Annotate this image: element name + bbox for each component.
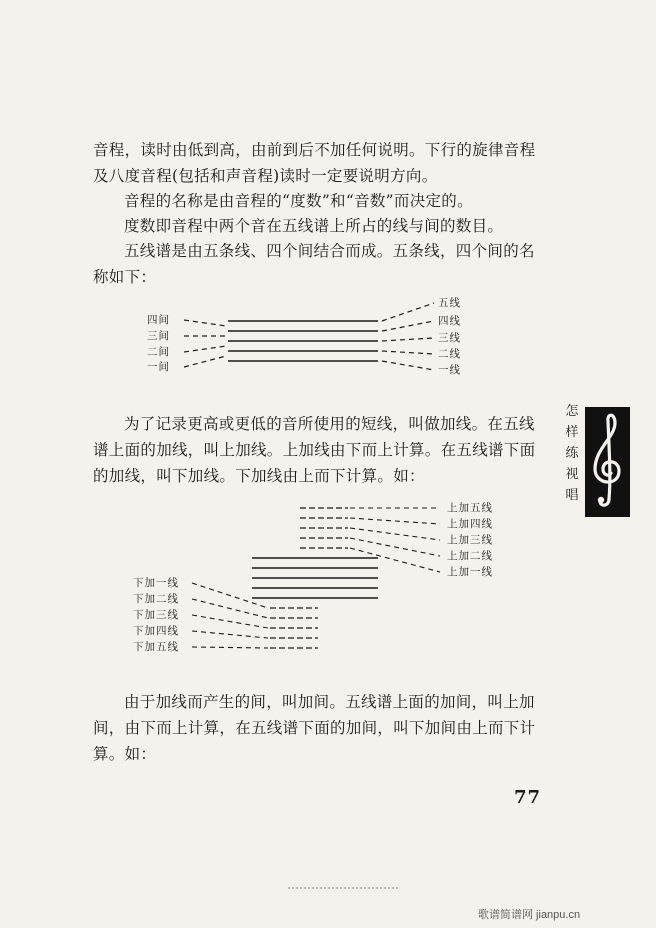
lower-3-leader	[192, 615, 268, 628]
upper-label-1: 上加一线	[447, 566, 493, 578]
lower-4-leader	[192, 631, 268, 638]
upper-4-leader	[350, 518, 440, 524]
upper-2-leader	[350, 538, 440, 556]
upper-label-2: 上加二线	[447, 550, 493, 562]
chapter-tab-char: 视	[565, 467, 579, 482]
line-label-2: 二线	[438, 348, 461, 360]
space-label-4: 四间	[147, 314, 170, 326]
lower-label-2: 下加二线	[133, 593, 179, 605]
upper-label-5: 上加五线	[447, 502, 493, 514]
upper-label-4: 上加四线	[447, 518, 493, 530]
paragraph-intervals-reading: 音程，读时由低到高，由前到后不加任何说明。下行的旋律音程及八度音程(包括和声音程)读时一定要说明方向。	[93, 141, 536, 185]
paragraph-staff-definition: 五线谱是由五条线、四个间结合而成。五条线，四个间的名称如下：	[93, 242, 535, 286]
lower-5-leader	[192, 647, 268, 648]
lower-label-5: 下加五线	[133, 641, 179, 653]
space-label-2: 二间	[147, 346, 170, 358]
line-label-5: 五线	[438, 297, 461, 309]
line-label-3: 三线	[438, 332, 461, 344]
chapter-tab-char: 唱	[565, 488, 579, 503]
lower-1-leader	[192, 583, 268, 608]
lower-label-3: 下加三线	[133, 609, 179, 621]
lower-label-1: 下加一线	[133, 577, 179, 589]
treble-clef-icon	[585, 407, 630, 517]
line-label-4: 四线	[438, 315, 461, 327]
upper-3-leader	[350, 528, 440, 540]
page-number: 77	[514, 787, 542, 808]
chapter-tab-block	[585, 407, 630, 517]
upper-label-3: 上加三线	[447, 534, 493, 546]
space-label-3: 三间	[147, 330, 170, 342]
lower-2-leader	[192, 599, 268, 618]
paragraph-ledger-lines: 为了记录更高或更低的音所使用的短线，叫做加线。在五线谱上面的加线，叫上加线。上加线由下而上计算。在五线谱下面的加线，叫下加线。下加线由上而下计算。如：	[93, 415, 536, 485]
paragraph-degree-definition: 度数即音程中两个音在五线谱上所占的线与间的数目。	[124, 217, 504, 235]
paragraph-added-spaces: 由于加线而产生的间，叫加间。五线谱上面的加间，叫上加间，由下而上计算，在五线谱下面的加间，叫下加间由上而下计算。如：	[93, 693, 536, 763]
paragraph-interval-names: 音程的名称是由音程的“度数”和“音数”而决定的。	[124, 192, 473, 210]
chapter-tab-char: 样	[565, 425, 579, 440]
lower-label-4: 下加四线	[133, 625, 179, 637]
chapter-tab-text	[558, 401, 586, 506]
space-label-1: 一间	[147, 361, 170, 373]
chapter-tab-char: 练	[565, 446, 579, 461]
scan-smudge	[288, 887, 398, 895]
line-label-1: 一线	[438, 364, 461, 376]
watermark: 歌谱简谱网 jianpu.cn	[478, 909, 581, 921]
chapter-tab-char: 怎	[565, 404, 579, 419]
